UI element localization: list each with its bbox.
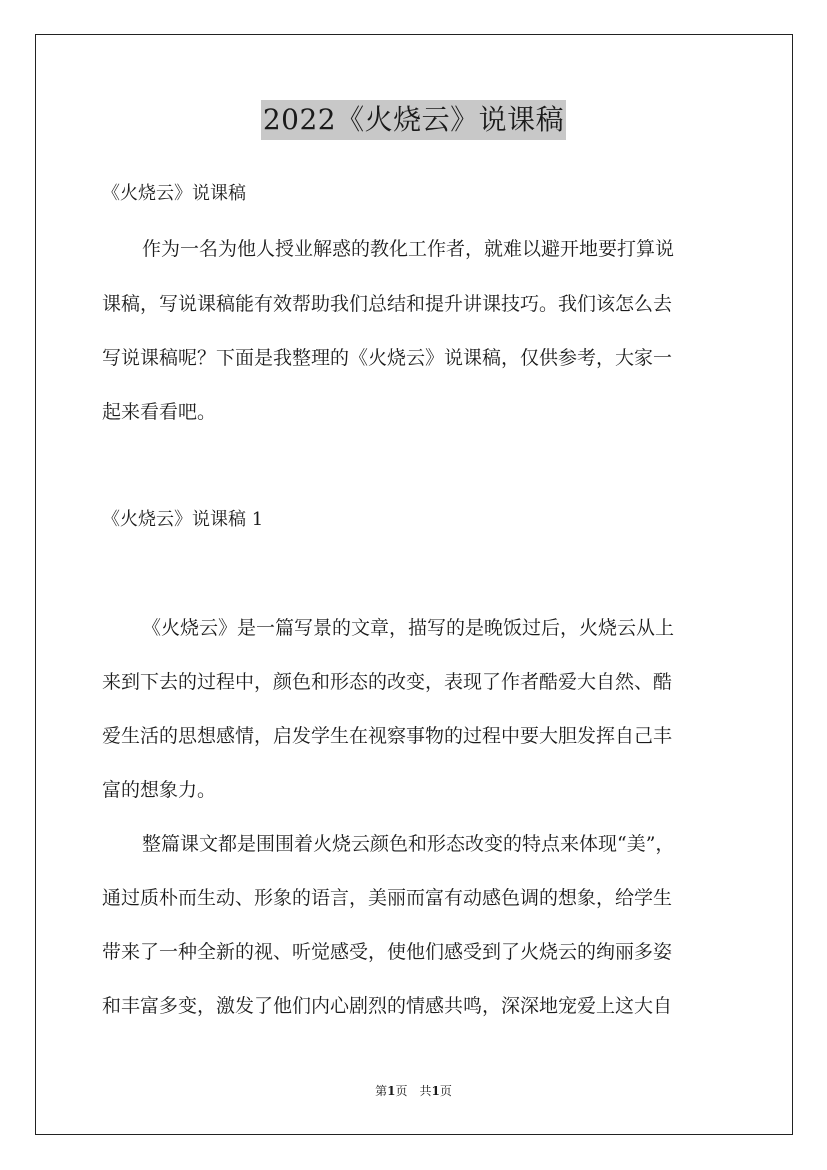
page-prefix: 第 bbox=[375, 1084, 388, 1098]
page-total: 1 bbox=[431, 1084, 440, 1098]
page-suffix: 页 bbox=[439, 1084, 452, 1098]
section-heading: 《火烧云》说课稿 1 bbox=[102, 509, 264, 530]
document-subtitle: 《火烧云》说课稿 bbox=[102, 183, 246, 204]
page-mid: 页 共 bbox=[395, 1084, 432, 1098]
paragraph-line: 爱生活的思想感情，启发学生在视察事物的过程中要大胆发挥自己丰 bbox=[102, 725, 673, 747]
paragraph-line: 整篇课文都是围围着火烧云颜色和形态改变的特点来体现“美”， bbox=[142, 833, 675, 855]
intro-line: 课稿，写说课稿能有效帮助我们总结和提升讲课技巧。我们该怎么去 bbox=[102, 293, 673, 315]
intro-line: 作为一名为他人授业解惑的教化工作者，就难以避开地要打算说 bbox=[142, 238, 675, 260]
paragraph-line: 和丰富多变，激发了他们内心剧烈的情感共鸣，深深地宠爱上这大自 bbox=[102, 995, 673, 1017]
page-current: 1 bbox=[387, 1084, 396, 1098]
paragraph-line: 带来了一种全新的视、听觉感受，使他们感受到了火烧云的绚丽多姿 bbox=[102, 941, 673, 963]
page-footer bbox=[0, 1082, 827, 1100]
paragraph-line: 来到下去的过程中，颜色和形态的改变，表现了作者酷爱大自然、酷 bbox=[102, 671, 673, 693]
paragraph-line: 富的想象力。 bbox=[102, 779, 217, 801]
paragraph-line: 通过质朴而生动、形象的语言，美丽而富有动感色调的想象，给学生 bbox=[102, 887, 673, 909]
title-container bbox=[0, 100, 827, 140]
intro-line: 起来看看吧。 bbox=[102, 401, 217, 423]
document-title: 2022《火烧云》说课稿 bbox=[261, 100, 566, 140]
intro-line: 写说课稿呢？下面是我整理的《火烧云》说课稿，仅供参考，大家一 bbox=[102, 347, 673, 369]
paragraph-line: 《火烧云》是一篇写景的文章，描写的是晚饭过后，火烧云从上 bbox=[142, 617, 675, 639]
